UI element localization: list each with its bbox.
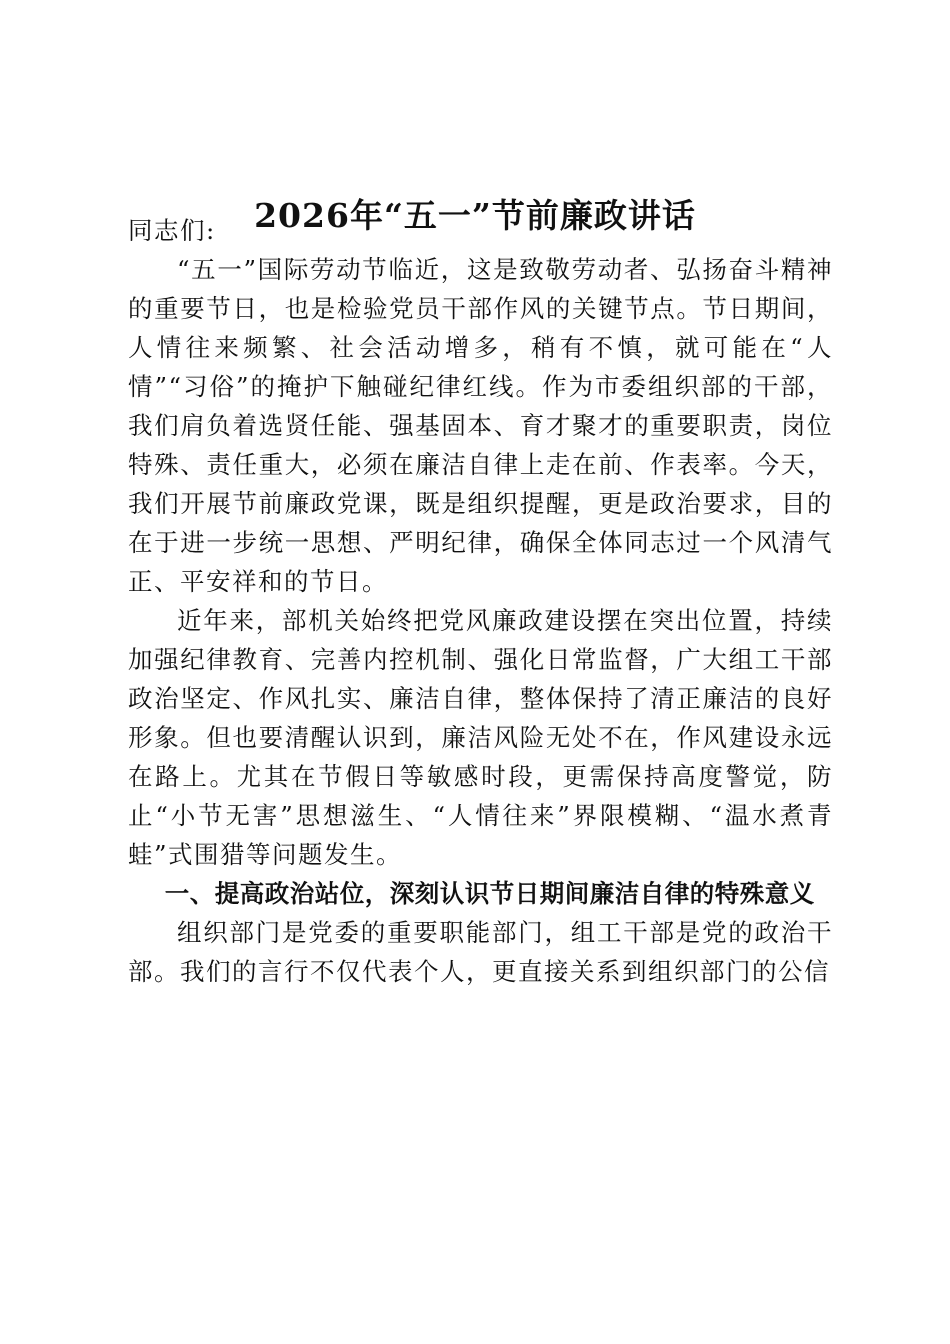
salutation: 同志们: <box>128 216 216 245</box>
section-heading: 一、提高政治站位，深刻认识节日期间廉洁自律的特殊意义 <box>164 879 815 908</box>
paragraph-intro: “五一”国际劳动节临近，这是致敬劳动者、弘扬奋斗精神的重要节日，也是检验党员干部作风的关键节点。节日期间，人情往来频繁、社会活动增多，稍有不慎，就可能在“人情”“习俗”的掩护下触碰纪律红线。作为市委组织部的干部，我们肩负着选贤任能、强基固本、育才聚才的重要职责，岗位特殊、责任重大，必须在廉洁自律上走在前、作表率。今天，我们开展节前廉政党课，既是组织提醒，更是政治要求，目的在于进一步统一思想、严明纪律，确保全体同志过一个风清气正、平安祥和的节日。 <box>128 255 833 596</box>
document-title: 2026年“五一”节前廉政讲话 <box>254 196 696 236</box>
section-paragraph: 组织部门是党委的重要职能部门，组工干部是党的政治干部。我们的言行不仅代表个人，更直接关系到组织部门的公信 <box>128 918 833 986</box>
document-body <box>128 211 833 991</box>
paragraph-background: 近年来，部机关始终把党风廉政建设摆在突出位置，持续加强纪律教育、完善内控机制、强化日常监督，广大组工干部政治坚定、作风扎实、廉洁自律，整体保持了清正廉洁的良好形象。但也要清醒认识到，廉洁风险无处不在，作风建设永远在路上。尤其在节假日等敏感时段，更需保持高度警觉，防止“小节无害”思想滋生、“人情往来”界限模糊、“温水煮青蛙”式围猎等问题发生。 <box>128 606 833 869</box>
